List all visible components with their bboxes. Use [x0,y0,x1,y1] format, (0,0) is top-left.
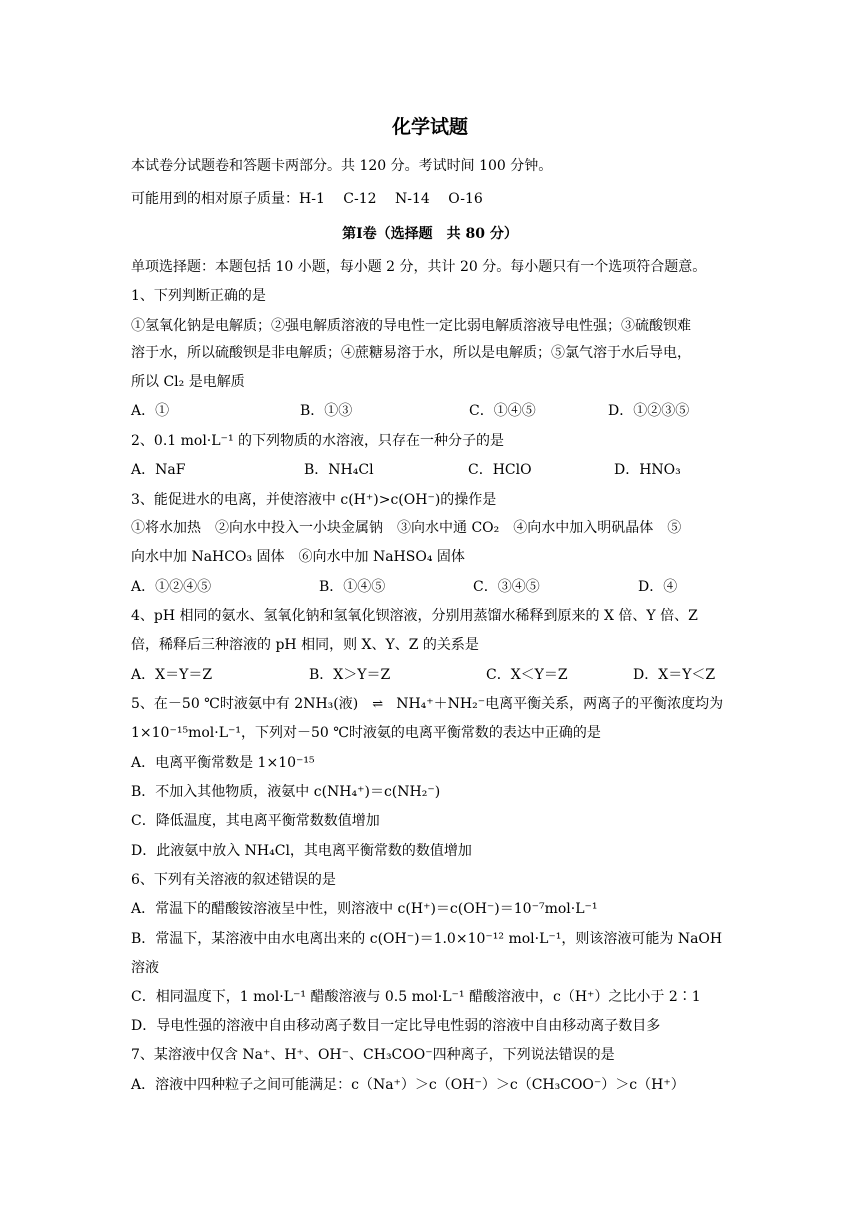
option-a: A．①②④⑤ [131,579,212,595]
question-body-line: 1×10⁻¹⁵mol·L⁻¹，下列对－50 ℃时液氨的电离平衡常数的表达中正确的是 [131,725,601,741]
stem-part: 5、在－50 ℃时液氨中有 2NH₃(液) [131,696,359,712]
option-a: A．溶液中四种粒子之间可能满足：c（Na⁺）＞c（OH⁻）＞c（CH₃COO⁻）＞c（H⁺） [131,1077,685,1093]
option-c: C．HClO [468,462,532,478]
page-title: 化学试题 [391,116,468,138]
question-stem: 7、某溶液中仅含 Na⁺、H⁺、OH⁻、CH₃COO⁻四种离子，下列说法错误的是 [131,1047,615,1063]
option-d: D．④ [638,579,678,595]
option-b: B．①④⑤ [319,579,386,595]
option-d: D．①②③⑤ [608,403,690,419]
option-b: B．常温下，某溶液中由水电离出来的 c(OH⁻)＝1.0×10⁻¹² mol·L⁻¹，则该溶液可能为 NaOH [131,931,723,947]
option-c: C．降低温度，其电离平衡常数数值增加 [131,813,380,829]
option-c: C．①④⑤ [469,403,536,419]
option-d: D．X＝Y＜Z [633,667,716,683]
question-body-line: 溶于水，所以硫酸钡是非电解质；④蔗糖易溶于水，所以是电解质；⑤氯气溶于水后导电， [131,345,691,361]
question-stem [131,694,723,714]
option-b: B．不加入其他物质，液氨中 c(NH₄⁺)＝c(NH₂⁻) [131,784,441,800]
question-body-line: 向水中加 NaHCO₃ 固体 ⑥向水中加 NaHSO₄ 固体 [131,549,465,565]
option-a: A．X＝Y＝Z [131,667,213,683]
instructions: 单项选择题：本题包括 10 小题，每小题 2 分，共计 20 分。每小题只有一个选项符合题意。 [131,259,707,275]
question-stem: 6、下列有关溶液的叙述错误的是 [131,872,336,888]
question-stem: 2、0.1 mol·L⁻¹ 的下列物质的水溶液，只存在一种分子的是 [131,433,505,449]
option-c: C．③④⑤ [473,579,540,595]
intro-line: 本试卷分试题卷和答题卡两部分。共 120 分。考试时间 100 分钟。 [131,158,553,174]
option-d: D．导电性强的溶液中自由移动离子数目一定比导电性弱的溶液中自由移动离子数目多 [131,1018,661,1034]
question-body-line: 所以 Cl₂ 是电解质 [131,374,245,390]
option-a: A．常温下的醋酸铵溶液呈中性，则溶液中 c(H⁺)＝c(OH⁻)＝10⁻⁷mol·L⁻¹ [131,901,598,917]
option-b: B．X＞Y＝Z [309,667,391,683]
intro-line: 可能用到的相对原子质量：H-1 C-12 N-14 O-16 [131,191,483,207]
question-stem: 3、能促进水的电离，并使溶液中 c(H⁺)>c(OH⁻)的操作是 [131,492,497,508]
question-body-line: ①将水加热 ②向水中投入一小块金属钠 ③向水中通 CO₂ ④向水中加入明矾晶体 ⑤ [131,520,682,536]
question-stem: 1、下列判断正确的是 [131,288,266,304]
question-body-line: ①氢氧化钠是电解质；②强电解质溶液的导电性一定比弱电解质溶液导电性强；③硫酸钡难 [131,318,691,334]
equilibrium-arrow-icon: ⇌ [372,697,383,712]
question-stem: 4、pH 相同的氨水、氢氧化钠和氢氧化钡溶液，分别用蒸馏水稀释到原来的 X 倍、Y 倍、Z [131,608,698,624]
option-d: D．HNO₃ [614,462,681,478]
option-b: B．①③ [300,403,353,419]
option-a: A．电离平衡常数是 1×10⁻¹⁵ [131,755,315,771]
option-b-continued: 溶液 [131,960,159,976]
option-a: A．① [131,403,170,419]
option-a: A．NaF [131,462,186,478]
section-heading: 第Ⅰ卷（选择题 共 80 分） [342,226,518,242]
question-body-line: 倍，稀释后三种溶液的 pH 相同，则 X、Y、Z 的关系是 [131,637,479,653]
option-d: D．此液氨中放入 NH₄Cl，其电离平衡常数的数值增加 [131,843,472,859]
option-b: B．NH₄Cl [304,462,374,478]
stem-part: NH₄⁺＋NH₂⁻电离平衡关系，两离子的平衡浓度均为 [396,696,724,712]
option-c: C．X＜Y＝Z [486,667,568,683]
option-c: C．相同温度下，1 mol·L⁻¹ 醋酸溶液与 0.5 mol·L⁻¹ 醋酸溶液中，c（H⁺）之比小于 2∶1 [131,989,701,1005]
